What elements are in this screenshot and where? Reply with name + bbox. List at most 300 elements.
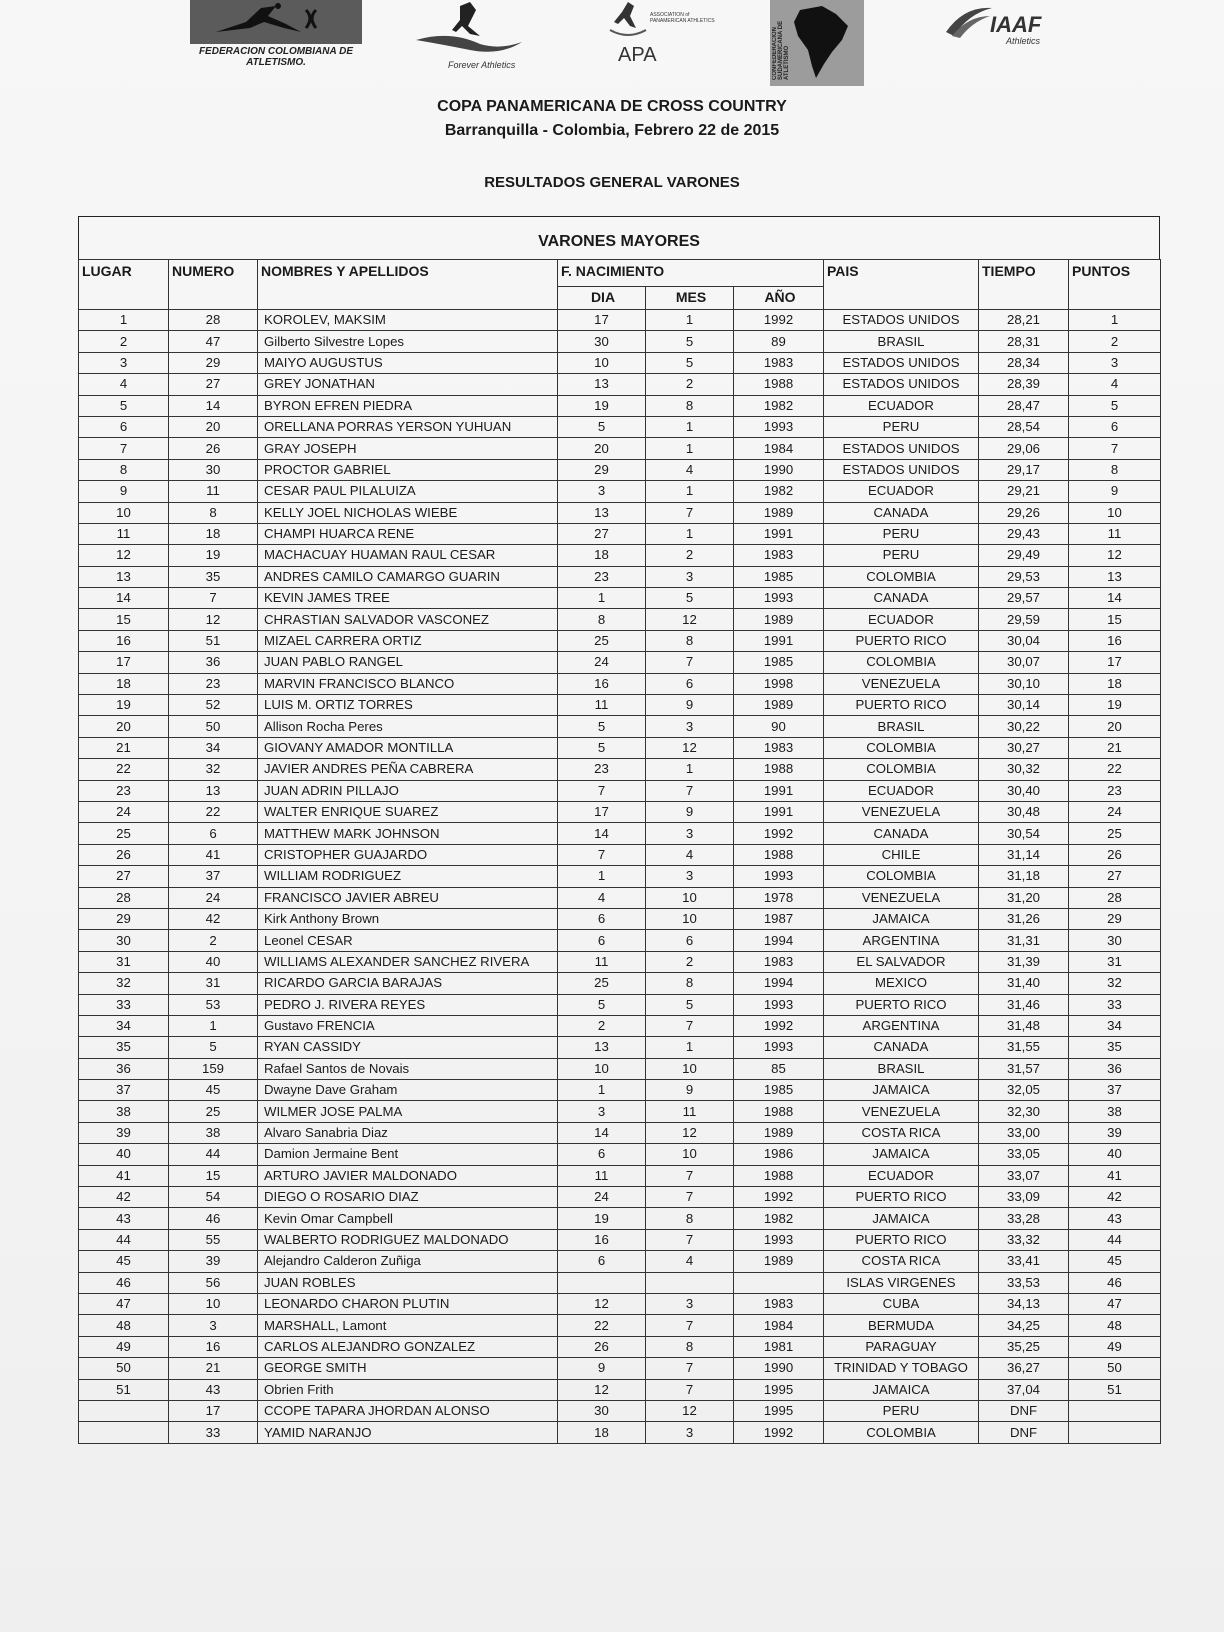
cell-lugar: 47: [79, 1293, 169, 1314]
cell-numero: 35: [169, 566, 258, 587]
table-row: [79, 502, 1161, 523]
cell-dia: 14: [558, 823, 646, 844]
cell-anio: 1985: [734, 1080, 824, 1101]
cell-tiempo: 33,32: [979, 1229, 1069, 1250]
apa-runner-icon: [606, 0, 650, 46]
cell-lugar: 2: [79, 331, 169, 352]
cell-pais: PERU: [824, 1400, 979, 1421]
cell-pais: COLOMBIA: [824, 652, 979, 673]
cell-dia: 5: [558, 416, 646, 437]
cell-lugar: 3: [79, 352, 169, 373]
cell-lugar: 19: [79, 695, 169, 716]
cell-mes: 1: [646, 416, 734, 437]
cell-tiempo: 29,57: [979, 588, 1069, 609]
cell-puntos: 9: [1069, 481, 1161, 502]
cell-puntos: 31: [1069, 951, 1161, 972]
cell-mes: 9: [646, 695, 734, 716]
cell-mes: 5: [646, 588, 734, 609]
cell-pais: ECUADOR: [824, 1165, 979, 1186]
cell-anio: 1978: [734, 887, 824, 908]
cell-puntos: 34: [1069, 1015, 1161, 1036]
table-row: [79, 374, 1161, 395]
cell-nombre: GEORGE SMITH: [258, 1358, 558, 1379]
cell-tiempo: 29,26: [979, 502, 1069, 523]
cell-numero: 37: [169, 866, 258, 887]
cell-numero: 38: [169, 1122, 258, 1143]
table-row: [79, 759, 1161, 780]
swoosh-runner-icon: [410, 0, 530, 60]
cell-dia: 13: [558, 1037, 646, 1058]
cell-mes: [646, 1272, 734, 1293]
cell-anio: 1992: [734, 1422, 824, 1443]
cell-anio: 1982: [734, 395, 824, 416]
cell-pais: JAMAICA: [824, 1080, 979, 1101]
cell-mes: 1: [646, 759, 734, 780]
cell-puntos: 28: [1069, 887, 1161, 908]
cell-pais: ECUADOR: [824, 481, 979, 502]
cell-mes: 8: [646, 630, 734, 651]
cell-tiempo: 30,07: [979, 652, 1069, 673]
iaaf-logo: [944, 2, 1074, 52]
cell-numero: 20: [169, 416, 258, 437]
cell-pais: CHILE: [824, 844, 979, 865]
cell-puntos: 36: [1069, 1058, 1161, 1079]
cell-anio: 1995: [734, 1400, 824, 1421]
cell-mes: 7: [646, 1187, 734, 1208]
cell-anio: 1986: [734, 1144, 824, 1165]
cell-mes: 5: [646, 994, 734, 1015]
cell-mes: 8: [646, 1336, 734, 1357]
cell-numero: 50: [169, 716, 258, 737]
cell-anio: 1983: [734, 951, 824, 972]
table-row: [79, 416, 1161, 437]
cell-mes: 2: [646, 951, 734, 972]
cell-tiempo: 33,09: [979, 1187, 1069, 1208]
table-row: [79, 1101, 1161, 1122]
table-row: [79, 1400, 1161, 1421]
cell-dia: 16: [558, 673, 646, 694]
cell-lugar: 13: [79, 566, 169, 587]
cell-nombre: MARVIN FRANCISCO BLANCO: [258, 673, 558, 694]
cell-numero: 51: [169, 630, 258, 651]
cell-tiempo: 30,22: [979, 716, 1069, 737]
cell-tiempo: 28,31: [979, 331, 1069, 352]
cell-puntos: 4: [1069, 374, 1161, 395]
cell-mes: 1: [646, 481, 734, 502]
cell-pais: CUBA: [824, 1293, 979, 1314]
cell-dia: 13: [558, 374, 646, 395]
cell-tiempo: 35,25: [979, 1336, 1069, 1357]
cell-tiempo: 29,06: [979, 438, 1069, 459]
cell-tiempo: 29,21: [979, 481, 1069, 502]
cell-dia: 3: [558, 1101, 646, 1122]
cell-anio: 1987: [734, 908, 824, 929]
cell-puntos: 18: [1069, 673, 1161, 694]
table-caption: VARONES MAYORES: [78, 216, 1160, 259]
cell-dia: 11: [558, 695, 646, 716]
cell-puntos: 48: [1069, 1315, 1161, 1336]
cell-puntos: 40: [1069, 1144, 1161, 1165]
cell-numero: 15: [169, 1165, 258, 1186]
cell-pais: ARGENTINA: [824, 1015, 979, 1036]
cell-puntos: 3: [1069, 352, 1161, 373]
cell-pais: PUERTO RICO: [824, 1229, 979, 1250]
results-table: [78, 259, 1161, 1444]
apa-acronym: APA: [618, 44, 657, 66]
table-row: [79, 1358, 1161, 1379]
cell-pais: VENEZUELA: [824, 887, 979, 908]
cell-tiempo: 29,17: [979, 459, 1069, 480]
cell-mes: 8: [646, 395, 734, 416]
cell-anio: 89: [734, 331, 824, 352]
cell-numero: 7: [169, 588, 258, 609]
cell-mes: 1: [646, 1037, 734, 1058]
cell-numero: 22: [169, 801, 258, 822]
cell-mes: 3: [646, 1293, 734, 1314]
consudatle-text: CONFEDERACION SUDAMERICANA DE ATLETISMO: [772, 20, 790, 80]
cell-dia: 27: [558, 523, 646, 544]
cell-dia: 6: [558, 930, 646, 951]
cell-puntos: 41: [1069, 1165, 1161, 1186]
cell-nombre: Dwayne Dave Graham: [258, 1080, 558, 1101]
cell-tiempo: 30,10: [979, 673, 1069, 694]
cell-mes: 10: [646, 908, 734, 929]
col-header-anio: AÑO: [734, 287, 824, 310]
apa-logo: [606, 0, 716, 75]
table-row: [79, 545, 1161, 566]
cell-pais: COLOMBIA: [824, 1422, 979, 1443]
cell-lugar: 8: [79, 459, 169, 480]
table-row: [79, 780, 1161, 801]
cell-mes: 3: [646, 1422, 734, 1443]
cell-anio: 1983: [734, 737, 824, 758]
cell-tiempo: 28,47: [979, 395, 1069, 416]
cell-anio: 1995: [734, 1379, 824, 1400]
cell-puntos: 25: [1069, 823, 1161, 844]
cell-dia: 1: [558, 866, 646, 887]
cell-pais: ESTADOS UNIDOS: [824, 310, 979, 331]
cell-mes: 7: [646, 502, 734, 523]
cell-lugar: 49: [79, 1336, 169, 1357]
cell-dia: 26: [558, 1336, 646, 1357]
cell-nombre: Alvaro Sanabria Diaz: [258, 1122, 558, 1143]
cell-anio: 1982: [734, 1208, 824, 1229]
cell-numero: 31: [169, 973, 258, 994]
cell-lugar: 35: [79, 1037, 169, 1058]
cell-anio: 1988: [734, 1165, 824, 1186]
fca-logo-text: FEDERACION COLOMBIANA DE ATLETISMO.: [198, 46, 354, 68]
cell-numero: 33: [169, 1422, 258, 1443]
cell-numero: 34: [169, 737, 258, 758]
cell-mes: 4: [646, 1251, 734, 1272]
cell-puntos: 15: [1069, 609, 1161, 630]
cell-dia: 18: [558, 1422, 646, 1443]
cell-mes: 12: [646, 1400, 734, 1421]
table-row: [79, 823, 1161, 844]
cell-puntos: 29: [1069, 908, 1161, 929]
cell-pais: CANADA: [824, 502, 979, 523]
table-row: [79, 737, 1161, 758]
col-header-mes: MES: [646, 287, 734, 310]
cell-tiempo: 28,39: [979, 374, 1069, 395]
cell-tiempo: 33,00: [979, 1122, 1069, 1143]
cell-numero: 27: [169, 374, 258, 395]
cell-pais: ECUADOR: [824, 780, 979, 801]
cell-lugar: 1: [79, 310, 169, 331]
cell-pais: CANADA: [824, 823, 979, 844]
cell-puntos: 38: [1069, 1101, 1161, 1122]
cell-anio: 1992: [734, 823, 824, 844]
table-row: [79, 1037, 1161, 1058]
cell-tiempo: 29,43: [979, 523, 1069, 544]
table-row: [79, 1336, 1161, 1357]
cell-mes: 4: [646, 459, 734, 480]
cell-mes: 7: [646, 1379, 734, 1400]
table-row: [79, 951, 1161, 972]
cell-dia: 6: [558, 1251, 646, 1272]
cell-lugar: 20: [79, 716, 169, 737]
cell-mes: 4: [646, 844, 734, 865]
table-row: [79, 1080, 1161, 1101]
cell-mes: 12: [646, 737, 734, 758]
cell-nombre: GRAY JOSEPH: [258, 438, 558, 459]
cell-mes: 8: [646, 1208, 734, 1229]
cell-anio: 1989: [734, 1122, 824, 1143]
cell-anio: 1985: [734, 566, 824, 587]
cell-nombre: RYAN CASSIDY: [258, 1037, 558, 1058]
cell-tiempo: 30,32: [979, 759, 1069, 780]
table-row: [79, 459, 1161, 480]
cell-nombre: JUAN ADRIN PILLAJO: [258, 780, 558, 801]
cell-dia: 6: [558, 908, 646, 929]
cell-anio: 1988: [734, 844, 824, 865]
cell-mes: 10: [646, 1058, 734, 1079]
cell-anio: 1990: [734, 459, 824, 480]
table-row: [79, 1165, 1161, 1186]
cell-tiempo: 37,04: [979, 1379, 1069, 1400]
cell-numero: 36: [169, 652, 258, 673]
table-row: [79, 844, 1161, 865]
cell-dia: 11: [558, 951, 646, 972]
cell-dia: 2: [558, 1015, 646, 1036]
cell-numero: 53: [169, 994, 258, 1015]
cell-nombre: WILLIAMS ALEXANDER SANCHEZ RIVERA: [258, 951, 558, 972]
cell-lugar: 21: [79, 737, 169, 758]
cell-nombre: MACHACUAY HUAMAN RAUL CESAR: [258, 545, 558, 566]
cell-anio: 1993: [734, 416, 824, 437]
cell-anio: 1983: [734, 1293, 824, 1314]
cell-lugar: 10: [79, 502, 169, 523]
table-row: [79, 630, 1161, 651]
cell-lugar: 22: [79, 759, 169, 780]
cell-nombre: Alejandro Calderon Zuñiga: [258, 1251, 558, 1272]
cell-numero: 39: [169, 1251, 258, 1272]
cell-puntos: [1069, 1400, 1161, 1421]
cell-numero: 17: [169, 1400, 258, 1421]
cell-nombre: Obrien Frith: [258, 1379, 558, 1400]
cell-anio: 1990: [734, 1358, 824, 1379]
cell-puntos: 1: [1069, 310, 1161, 331]
cell-pais: CANADA: [824, 588, 979, 609]
cell-pais: ECUADOR: [824, 395, 979, 416]
cell-lugar: 31: [79, 951, 169, 972]
table-row: [79, 1058, 1161, 1079]
cell-pais: COLOMBIA: [824, 759, 979, 780]
cell-nombre: GIOVANY AMADOR MONTILLA: [258, 737, 558, 758]
cell-lugar: 48: [79, 1315, 169, 1336]
cell-lugar: 26: [79, 844, 169, 865]
cell-nombre: Gustavo FRENCIA: [258, 1015, 558, 1036]
cell-anio: 1982: [734, 481, 824, 502]
cell-anio: 1993: [734, 588, 824, 609]
table-row: [79, 1229, 1161, 1250]
cell-pais: VENEZUELA: [824, 673, 979, 694]
cell-pais: TRINIDAD Y TOBAGO: [824, 1358, 979, 1379]
results-table-wrapper: [78, 216, 1160, 1444]
cell-mes: 8: [646, 973, 734, 994]
cell-lugar: 9: [79, 481, 169, 502]
cell-nombre: JUAN PABLO RANGEL: [258, 652, 558, 673]
cell-puntos: 32: [1069, 973, 1161, 994]
cell-dia: 7: [558, 780, 646, 801]
table-row: [79, 1293, 1161, 1314]
cell-dia: 23: [558, 566, 646, 587]
cell-pais: COSTA RICA: [824, 1122, 979, 1143]
cell-numero: 14: [169, 395, 258, 416]
cell-mes: 1: [646, 438, 734, 459]
cell-nombre: FRANCISCO JAVIER ABREU: [258, 887, 558, 908]
col-header-nombres: NOMBRES Y APELLIDOS: [258, 260, 558, 310]
cell-lugar: 14: [79, 588, 169, 609]
cell-numero: 24: [169, 887, 258, 908]
cell-tiempo: 31,20: [979, 887, 1069, 908]
cell-dia: 19: [558, 395, 646, 416]
event-title: COPA PANAMERICANA DE CROSS COUNTRY: [437, 98, 787, 115]
cell-tiempo: 33,05: [979, 1144, 1069, 1165]
cell-dia: 6: [558, 1144, 646, 1165]
cell-puntos: 14: [1069, 588, 1161, 609]
cell-puntos: 39: [1069, 1122, 1161, 1143]
results-body: [79, 310, 1161, 1444]
cell-lugar: 25: [79, 823, 169, 844]
cell-lugar: 18: [79, 673, 169, 694]
cell-lugar: [79, 1422, 169, 1443]
cell-numero: 6: [169, 823, 258, 844]
cell-puntos: 13: [1069, 566, 1161, 587]
cell-tiempo: 31,48: [979, 1015, 1069, 1036]
cell-nombre: CESAR PAUL PILALUIZA: [258, 481, 558, 502]
table-row: [79, 481, 1161, 502]
cell-mes: 10: [646, 887, 734, 908]
cell-tiempo: 32,30: [979, 1101, 1069, 1122]
cell-puntos: 35: [1069, 1037, 1161, 1058]
cell-numero: 19: [169, 545, 258, 566]
cell-lugar: 51: [79, 1379, 169, 1400]
cell-anio: 1998: [734, 673, 824, 694]
cell-numero: 23: [169, 673, 258, 694]
cell-numero: 54: [169, 1187, 258, 1208]
cell-tiempo: 31,31: [979, 930, 1069, 951]
cell-mes: 11: [646, 1101, 734, 1122]
cell-numero: 44: [169, 1144, 258, 1165]
cell-lugar: 23: [79, 780, 169, 801]
cell-anio: 1993: [734, 1229, 824, 1250]
cell-dia: 24: [558, 1187, 646, 1208]
cell-numero: 10: [169, 1293, 258, 1314]
table-row: [79, 695, 1161, 716]
cell-nombre: MIZAEL CARRERA ORTIZ: [258, 630, 558, 651]
cell-mes: 3: [646, 566, 734, 587]
table-row: [79, 1122, 1161, 1143]
cell-anio: 1992: [734, 310, 824, 331]
cell-nombre: PEDRO J. RIVERA REYES: [258, 994, 558, 1015]
cell-pais: PUERTO RICO: [824, 994, 979, 1015]
cell-dia: 23: [558, 759, 646, 780]
cell-dia: 25: [558, 973, 646, 994]
cell-anio: [734, 1272, 824, 1293]
cell-pais: ISLAS VIRGENES: [824, 1272, 979, 1293]
cell-pais: PERU: [824, 545, 979, 566]
cell-pais: CANADA: [824, 1037, 979, 1058]
runner-icon: [206, 2, 326, 38]
results-section-title: RESULTADOS GENERAL VARONES: [484, 174, 740, 191]
cell-lugar: 29: [79, 908, 169, 929]
table-row: [79, 652, 1161, 673]
cell-lugar: 16: [79, 630, 169, 651]
cell-nombre: Kevin Omar Campbell: [258, 1208, 558, 1229]
cell-numero: 47: [169, 331, 258, 352]
cell-pais: ESTADOS UNIDOS: [824, 374, 979, 395]
cell-numero: 21: [169, 1358, 258, 1379]
cell-mes: 7: [646, 1015, 734, 1036]
cell-nombre: MATTHEW MARK JOHNSON: [258, 823, 558, 844]
cell-pais: PERU: [824, 523, 979, 544]
table-row: [79, 673, 1161, 694]
cell-pais: PERU: [824, 416, 979, 437]
cell-numero: 46: [169, 1208, 258, 1229]
cell-nombre: LUIS M. ORTIZ TORRES: [258, 695, 558, 716]
cell-pais: ARGENTINA: [824, 930, 979, 951]
cell-anio: 1983: [734, 352, 824, 373]
cell-mes: 9: [646, 801, 734, 822]
cell-dia: 16: [558, 1229, 646, 1250]
table-row: [79, 1272, 1161, 1293]
cell-dia: 3: [558, 481, 646, 502]
cell-nombre: BYRON EFREN PIEDRA: [258, 395, 558, 416]
cell-anio: 1989: [734, 502, 824, 523]
forever-athletics-logo: [410, 0, 530, 75]
cell-mes: 6: [646, 930, 734, 951]
col-header-tiempo: TIEMPO: [979, 260, 1069, 310]
cell-anio: 1991: [734, 801, 824, 822]
table-row: [79, 438, 1161, 459]
cell-mes: 7: [646, 1165, 734, 1186]
cell-tiempo: 31,14: [979, 844, 1069, 865]
cell-lugar: 40: [79, 1144, 169, 1165]
cell-tiempo: 28,54: [979, 416, 1069, 437]
cell-nombre: CHRASTIAN SALVADOR VASCONEZ: [258, 609, 558, 630]
cell-numero: 13: [169, 780, 258, 801]
table-row: [79, 716, 1161, 737]
cell-puntos: 42: [1069, 1187, 1161, 1208]
cell-numero: 40: [169, 951, 258, 972]
cell-dia: 9: [558, 1358, 646, 1379]
cell-dia: 4: [558, 887, 646, 908]
cell-anio: 1988: [734, 1101, 824, 1122]
cell-mes: 1: [646, 523, 734, 544]
iaaf-subtitle: Athletics: [1006, 36, 1041, 46]
table-row: [79, 1251, 1161, 1272]
